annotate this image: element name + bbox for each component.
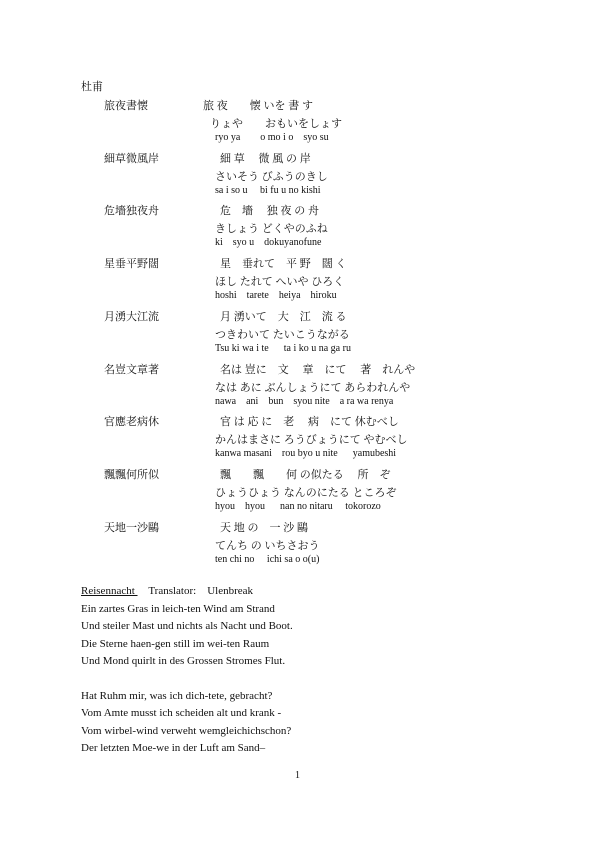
translation-line: Und steiler Mast und nichts als Nacht und Boot. xyxy=(81,620,293,633)
stanza-original-text: 官應老病休 xyxy=(104,416,159,429)
stanza-reading-kanji: 天 地 の 一 沙 鷗 xyxy=(220,521,308,534)
stanza-original-text: 飄飄何所似 xyxy=(104,468,159,481)
stanza-reading-kanji: 官 は 応 に 老 病 にて 休むべし xyxy=(220,416,399,429)
stanza-romaji: ki syo u dokuyanofune xyxy=(215,237,322,249)
stanza-reading-kanji: 星 垂れて 平 野 闊 く xyxy=(220,258,347,271)
translator-name: Ulenbreak xyxy=(207,585,254,597)
translation-line: Der letzten Moe-we in der Luft am Sand– xyxy=(81,741,266,754)
stanza-reading-kanji: 旅 夜 懐 いを 書 す xyxy=(203,100,313,112)
stanza-romaji: hyou hyou nan no nitaru tokorozo xyxy=(215,500,381,512)
stanza-reading-kanji: 細 草 微 風 の 岸 xyxy=(220,152,311,165)
poem-author: 杜甫 xyxy=(81,81,103,93)
stanza-romaji: sa i so u bi fu u no kishi xyxy=(215,184,321,196)
translation-line: Hat Ruhm mir, was ich dich-tete, gebracht? xyxy=(81,690,273,702)
stanza-romaji: hoshi tarete heiya hiroku xyxy=(215,290,337,302)
translator-label: Translator: xyxy=(148,585,197,597)
stanza-romaji: ryo ya o mo i o syo su xyxy=(215,132,329,143)
stanza-reading-kanji: 飄 飄 何 の似たる 所 ぞ xyxy=(220,468,391,481)
stanza-romaji: kanwa masani rou byo u nite yamubeshi xyxy=(215,448,397,460)
stanza-original-text: 危墻独夜舟 xyxy=(104,205,159,218)
stanza-reading-kanji: 月 湧いて 大 江 流 る xyxy=(220,310,347,323)
stanza-reading-kana: かんはまさに ろうびょうにて やむべし xyxy=(215,434,408,447)
translation-line: Und Mond quirlt in des Grossen Stromes Flut. xyxy=(81,654,286,667)
translation-line: Ein zartes Gras in leich-ten Wind am Strand xyxy=(81,603,275,615)
stanza-reading-kana: さいそう びふうのきし xyxy=(215,170,328,183)
translation-line: Die Sterne haen-gen still im wei-ten Raum xyxy=(81,637,270,650)
stanza-reading-kana: ほし たれて へいや ひろく xyxy=(215,276,345,289)
stanza-original-text: 天地一沙鷗 xyxy=(104,521,159,534)
stanza-original-text: 月湧大江流 xyxy=(104,310,159,323)
translation-title: Reisennacht xyxy=(81,585,138,597)
stanza-reading-kana: てんち の いちさおう xyxy=(215,539,320,552)
stanza-reading-kanji: 名は 豈に 文 章 にて 著 れんや xyxy=(220,363,416,376)
stanza-reading-kana: つきわいて たいこうながる xyxy=(215,328,350,341)
stanza-reading-kana: なは あに ぶんしょうにて あらわれんや xyxy=(215,381,411,394)
stanza-reading-kana: ひょうひょう なんのにたる ところぞ xyxy=(215,486,397,499)
stanza-original-text: 細草微風岸 xyxy=(104,152,159,165)
stanza-romaji: nawa ani bun syou nite a ra wa renya xyxy=(215,395,394,407)
translation-line: Vom Amte musst ich scheiden alt und krank - xyxy=(81,707,282,720)
translation-line: Vom wirbel-wind verweht wemgleichichschon? xyxy=(81,724,292,737)
page-number: 1 xyxy=(295,770,300,781)
translation-header xyxy=(81,585,253,597)
stanza-reading-kana: りょや おもいをしょす xyxy=(210,118,342,130)
stanza-original-text: 星垂平野闊 xyxy=(104,258,159,271)
stanza-romaji: ten chi no ichi sa o o(u) xyxy=(215,553,320,565)
stanza-original-text: 名豈文章著 xyxy=(104,363,159,376)
stanza-reading-kanji: 危 墻 独 夜 の 舟 xyxy=(220,205,319,218)
stanza-original-text: 旅夜書懐 xyxy=(104,100,148,112)
stanza-romaji: Tsu ki wa i te ta i ko u na ga ru xyxy=(215,342,351,354)
stanza-reading-kana: きしょう どくやのふね xyxy=(215,223,328,236)
